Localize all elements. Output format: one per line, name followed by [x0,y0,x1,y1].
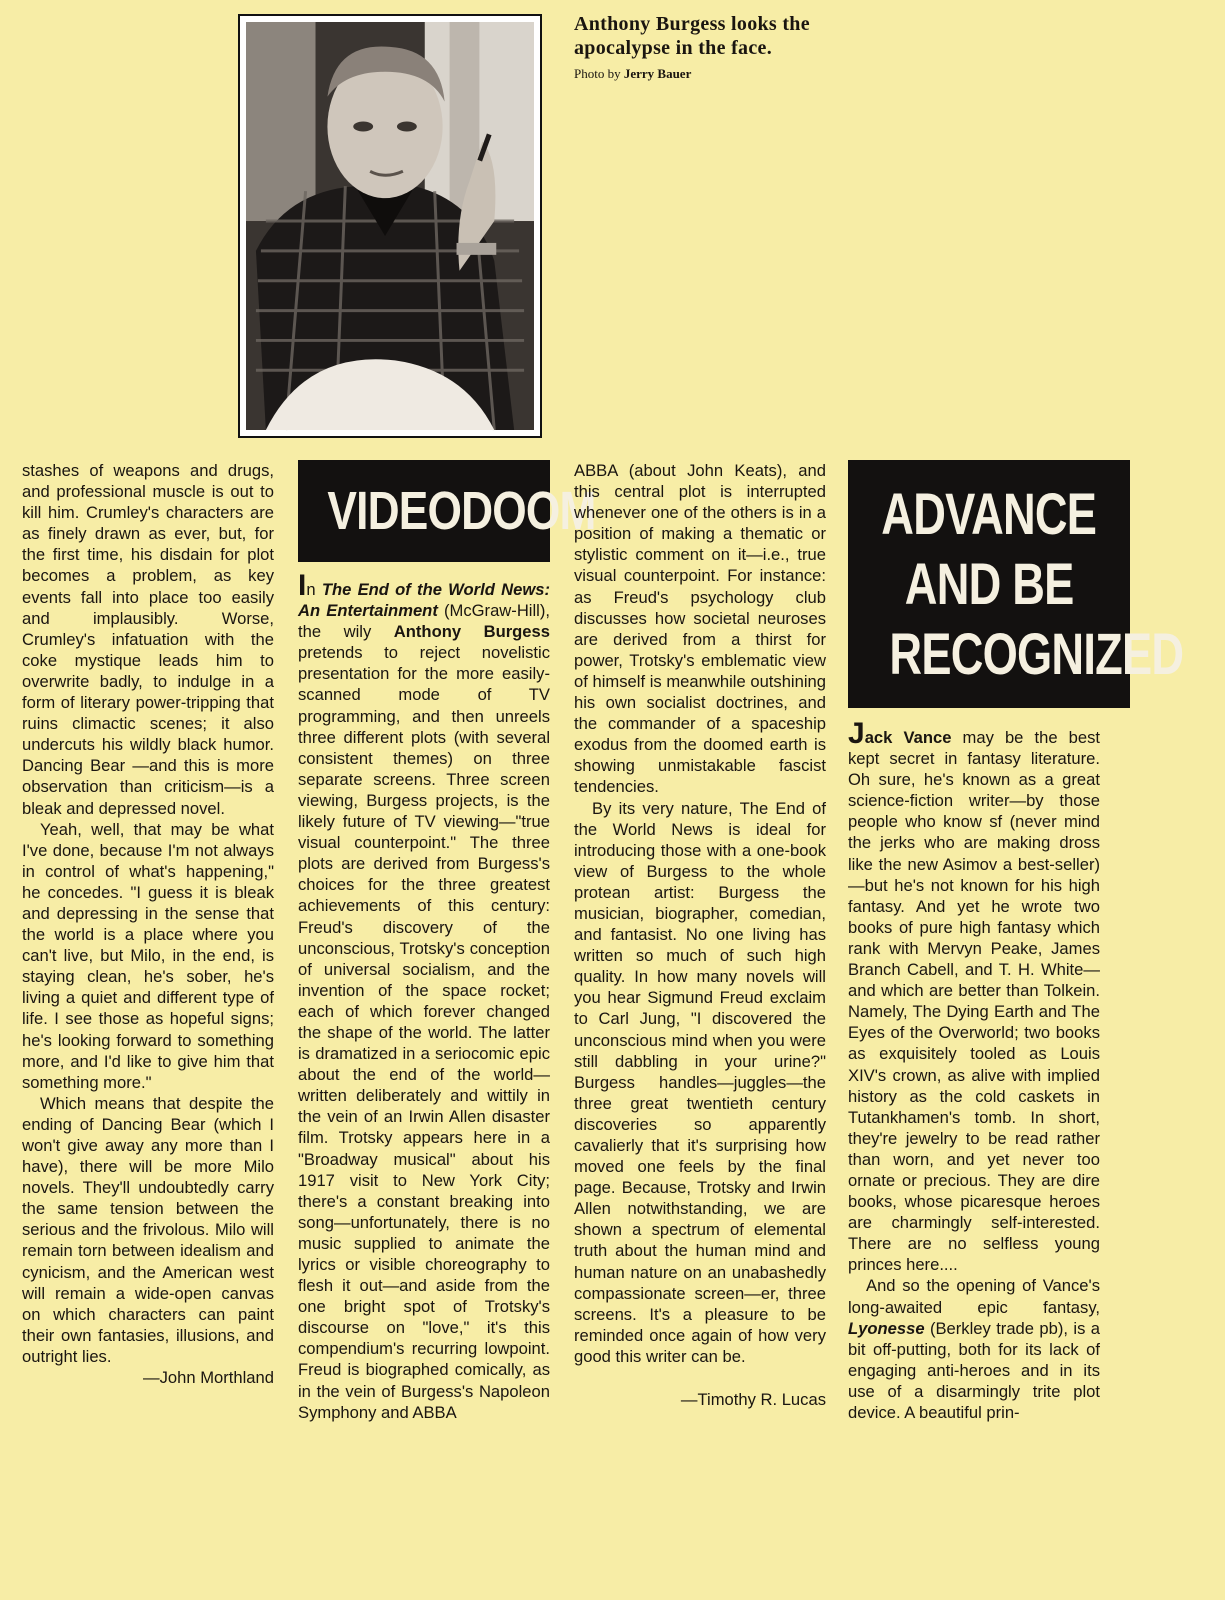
advance-author: ack Vance [864,728,952,747]
column3-paragraph-2: By its very nature, The End of the World News is ideal for introducing those with a one-book view of Burgess to the whole protean artist: Burgess the musician, biographer, comedian, and fantasist. No one living has written so much of such high quality. In how many novels will you hear Sigmund Freud exclaim to Carl Jung, "I discovered the unconscious mind when you were still dabbling in your urine?" Burgess handles—juggles—the three great twentieth century discoveries so apparently cavalierly that it's surprising how moved one feels by the final page. Because, Trotsky and Irwin Allen notwithstanding, we are shown a spectrum of elemental truth about the human mind and human nature on an unabashedly compassionate screen—er, three screens. It's a pleasure to be reminded once again of how very good this writer can be. [574,798,826,1366]
videodoom-body: pretends to reject novelistic presentation for the more easily-scanned mode of TV programming, and then unreels three different plots (with several consistent themes) on three separate screens. Three screen viewing, Burgess projects, is the likely future of TV viewing—"true visual counterpoint." The three plots are derived from Burgess's choices for the three greatest achievements of this century: Freud's discovery of the unconscious, Trotsky's conception of universal socialism, and the invention of the space rocket; each of which forever changed the shape of the world. The latter is dramatized in a seriocomic epic about the end of the world—written deliberately and wittily in the vein of an Irwin Allen disaster film. Trotsky appears here in a "Broadway musical" about his 1917 visit to New York City; there's a constant breaking into song—unfortunately, there is no music supplied to animate the lyrics or visible choreography to flesh it out—and aside from the one bright spot of Trotsky's discourse on "love," it's this compendium's recurring lowpoint. Freud is biographed comically, as in the vein of Burgess's Napoleon Symphony and ABBA [298,643,550,1422]
videodoom-book-title: The End of the World News: An Entertainment [298,580,551,621]
advance-heading-line-3: RECOGNIZED [889,622,1184,687]
advance-paragraph-1 [848,717,1100,1275]
column3-paragraph-1: ABBA (about John Keats), and this central plot is interrupted whenever one of the others is in a position of making a thematic or stylistic comment on it—i.e., true visual counterpoint. For instance: as Freud's psychology club discusses how societal neuroses are derived from a thirst for power, Trotsky's emblematic view of himself is meanwhile outshining his own socialist doctrines, and the commander of a spaceship exodus from the doomed earth is showing unmistakable fascist tendencies. [574,461,826,797]
videodoom-intro-1: n [306,580,322,599]
portrait-illustration [246,22,534,430]
column-1 [22,460,274,1590]
column1-paragraph-1: stashes of weapons and drugs, and professional muscle is out to kill him. Crumley's characters are as finely drawn as ever, but, for the first time, his disdain for plot becomes a problem, as key events fall into place too easily and implausibly. Worse, Crumley's infatuation with the coke mystique leads him to overwrite badly, to indulge in a form of literary power-tripping that ruins climactic scenes; it also undercuts his wildly black humor. Dancing Bear —and this is more observation than criticism—is a bleak and depressed novel. [22,461,274,818]
advance-book-title: Lyonesse [848,1318,925,1338]
advance-heading-line-1: ADVANCE [881,482,1097,547]
caption-headline: Anthony Burgess looks the apocalypse in the face. [574,13,810,59]
videodoom-author: Anthony Burgess [393,622,550,642]
advance-heading [848,460,1184,708]
photo-credit-name: Jerry Bauer [623,66,692,81]
advance-body-2b: (Berkley trade pb), is a bit off-putting, both for its lack of engaging anti-heroes and in its use of a disarmingly trite plot device. A beautiful prin- [848,1318,1100,1422]
advance-dropcap: J [848,717,865,750]
videodoom-heading [298,460,596,562]
author-photo [238,14,542,438]
photo-caption [574,12,844,82]
videodoom-dropcap: I [298,569,307,602]
column1-paragraph-3: Which means that despite the ending of Dancing Bear (which I won't give away any more than I have), there will be more Milo novels. They'll undoubtedly carry the same tension between the serious and the frivolous. Milo will remain torn between idealism and cynicism, and the American west will remain a wide-open canvas on which characters can paint their own fantasies, illusions, and outright lies. [22,1093,274,1366]
videodoom-article [298,569,551,1423]
column1-paragraph-2: Yeah, well, that may be what I've done, because I'm not always in control of what's happening," he concedes. "I guess it is bleak and depressing in the sense that the world is a place where you can't live, but Milo, in the end, is staying clean, he's sober, he's living a quiet and different type of life. I see those as hopeful signs; he's looking forward to something more, and I'd like to give him that something more." [22,819,274,1092]
videodoom-intro-2: (McGraw-Hill), the wily [298,601,550,642]
advance-body-1: may be the best kept secret in fantasy literature. Oh sure, he's known as a great science-fiction writer—by those people who know sf (never mind the jerks who are making dross like the new Asimov a best-seller)—but he's not known for his high fantasy. And yet he wrote two books of pure high fantasy which rank with Mervyn Peake, James Branch Cabell, and T. H. White—and which are better than Tolkein. Namely, The Dying Earth and The Eyes of the Overworld; two books as exquisitely tooled as Louis XIV's crown, as alive with implied history as the cold caskets in Tutankhamen's tomb. In short, they're jewelry to be read rather than worn, and yet never too ornate or precious. They are dire books, whose picaresque heroes are charmingly self-interested. There are no selfless young princes here.... [848,728,1100,1275]
column-2 [298,460,596,1590]
column1-signature: —John Morthland [143,1368,274,1388]
advance-paragraph-2 [848,1275,1100,1423]
column3-signature: —Timothy R. Lucas [680,1390,826,1410]
advance-heading-line-2: AND BE [904,552,1074,617]
photo-image [246,22,534,430]
advance-body-2a: And so the opening of Vance's long-awaited epic fantasy, [848,1276,1100,1317]
photo-credit-prefix: Photo by [574,66,621,81]
photo-credit [574,66,844,82]
column-4 [848,460,1184,1590]
column-3 [574,460,826,1590]
videodoom-heading-text: VIDEODOOM [327,481,596,541]
